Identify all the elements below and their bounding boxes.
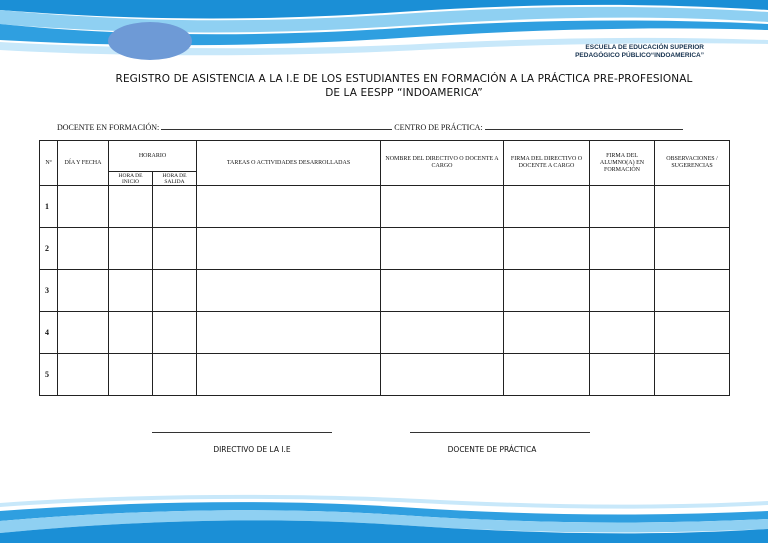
cell-firma-directivo[interactable] [504,270,590,312]
cell-firma-alumno[interactable] [590,228,655,270]
header-num: Nº [40,141,58,186]
centro-field-line[interactable] [485,121,683,130]
cell-firma-alumno[interactable] [590,270,655,312]
signature-label-docente: DOCENTE DE PRÁCTICA [447,445,537,454]
attendance-table [39,140,730,396]
title-line1: REGISTRO DE ASISTENCIA A LA I.E DE LOS ESTUDIANTES EN FORMACIÓN A LA PRÁCTICA PRE-PROFESIONAL [115,73,693,85]
signature-line-docente [410,432,590,433]
school-name-line2: PEDAGÓGICO PÚBLICO“INDOAMERICA” [575,52,704,59]
logo-oval [108,22,192,60]
cell-nombre[interactable] [381,228,504,270]
cell-dia[interactable] [58,228,109,270]
bottom-wave-decoration [0,485,768,543]
cell-hora-inicio[interactable] [109,270,153,312]
table-row [40,270,730,312]
cell-nombre[interactable] [381,312,504,354]
cell-hora-inicio[interactable] [109,312,153,354]
row-number: 2 [40,228,58,270]
row-number: 3 [40,270,58,312]
table-row [40,312,730,354]
info-fields [57,121,683,132]
cell-firma-directivo[interactable] [504,186,590,228]
cell-firma-directivo[interactable] [504,312,590,354]
cell-observaciones[interactable] [655,228,730,270]
row-number: 1 [40,186,58,228]
header-horario: HORARIO [109,141,197,172]
cell-firma-directivo[interactable] [504,228,590,270]
cell-dia[interactable] [58,186,109,228]
cell-observaciones[interactable] [655,354,730,396]
school-name [575,44,704,60]
cell-hora-inicio[interactable] [109,354,153,396]
header-tareas: TAREAS O ACTIVIDADES DESARROLLADAS [197,141,381,186]
table-row [40,228,730,270]
cell-hora-salida[interactable] [153,228,197,270]
cell-hora-salida[interactable] [153,186,197,228]
cell-dia[interactable] [58,354,109,396]
cell-hora-salida[interactable] [153,270,197,312]
header-firma-alumno: FIRMA DEL ALUMNO(A) EN FORMACIÓN [590,141,655,186]
signature-label-directivo: DIRECTIVO DE LA I.E [213,445,291,454]
cell-hora-inicio[interactable] [109,186,153,228]
cell-tareas[interactable] [197,312,381,354]
table-row [40,354,730,396]
cell-hora-salida[interactable] [153,312,197,354]
cell-dia[interactable] [58,270,109,312]
header-observaciones: OBSERVACIONES / SUGERENCIAS [655,141,730,186]
cell-tareas[interactable] [197,228,381,270]
cell-firma-directivo[interactable] [504,354,590,396]
row-number: 4 [40,312,58,354]
cell-observaciones[interactable] [655,312,730,354]
header-dia-fecha: DÍA Y FECHA [58,141,109,186]
title-line2: DE LA EESPP “INDOAMERICA” [325,87,483,99]
cell-nombre[interactable] [381,354,504,396]
cell-tareas[interactable] [197,354,381,396]
header-firma-directivo: FIRMA DEL DIRECTIVO O DOCENTE A CARGO [504,141,590,186]
cell-tareas[interactable] [197,270,381,312]
header-nombre-directivo: NOMBRE DEL DIRECTIVO O DOCENTE A CARGO [381,141,504,186]
table-row [40,186,730,228]
cell-hora-salida[interactable] [153,354,197,396]
cell-observaciones[interactable] [655,270,730,312]
header-hora-inicio: HORA DE INICIO [109,172,153,186]
cell-nombre[interactable] [381,270,504,312]
docente-label: DOCENTE EN FORMACIÓN: [57,123,160,132]
document-title [60,72,748,100]
cell-dia[interactable] [58,312,109,354]
docente-field-line[interactable] [161,121,392,130]
row-number: 5 [40,354,58,396]
centro-label: CENTRO DE PRÁCTICA: [394,123,483,132]
cell-firma-alumno[interactable] [590,354,655,396]
cell-nombre[interactable] [381,186,504,228]
cell-firma-alumno[interactable] [590,186,655,228]
cell-tareas[interactable] [197,186,381,228]
cell-hora-inicio[interactable] [109,228,153,270]
school-name-line1: ESCUELA DE EDUCACIÓN SUPERIOR [585,44,704,51]
signature-line-directivo [152,432,332,433]
cell-firma-alumno[interactable] [590,312,655,354]
header-hora-salida: HORA DE SALIDA [153,172,197,186]
cell-observaciones[interactable] [655,186,730,228]
